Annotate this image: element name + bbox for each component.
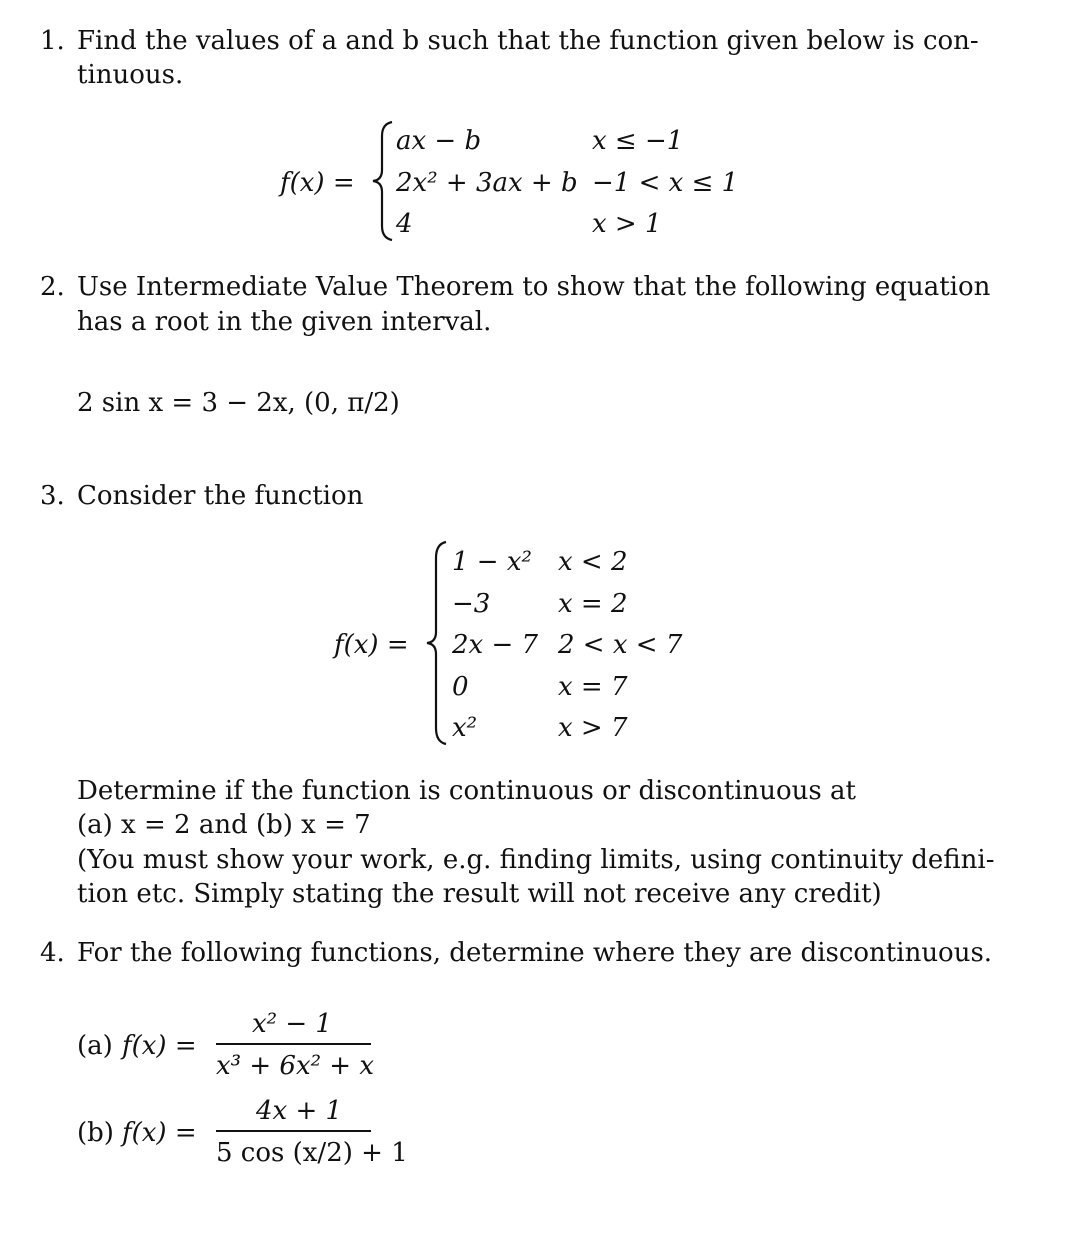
problem-4a-denominator: x³ + 6x² + x — [216, 1051, 375, 1081]
left-brace-icon — [370, 120, 396, 242]
problem-2-number: 2. — [40, 272, 65, 302]
problem-3-case-4-cond: x = 7 — [558, 672, 628, 702]
problem-3-case-2-cond: x = 2 — [558, 589, 628, 619]
problem-4-number: 4. — [40, 938, 65, 968]
problem-3-text-after-3: (You must show your work, e.g. finding limits, using continuity defini- — [77, 845, 995, 875]
problem-4a-fraction-bar — [216, 1043, 371, 1045]
problem-4b-numerator: 4x + 1 — [256, 1096, 343, 1126]
problem-3-case-4-expr: 0 — [452, 672, 469, 702]
problem-4b-fraction-bar — [216, 1130, 371, 1132]
problem-3-case-5-expr: x² — [452, 713, 478, 743]
problem-1-text-line2: tinuous. — [77, 60, 184, 90]
problem-2-text-line1: Use Intermediate Value Theorem to show that the following equation — [77, 272, 991, 302]
problem-4b-lhs: f(x) = — [122, 1118, 197, 1148]
problem-3-case-2-expr: −3 — [452, 589, 491, 619]
problem-3-text-after-4: tion etc. Simply stating the result will not receive any credit) — [77, 879, 882, 909]
problem-1-case-1-expr: ax − b — [396, 126, 482, 156]
left-brace-icon — [424, 540, 450, 746]
problem-3-case-5-cond: x > 7 — [558, 713, 628, 743]
problem-3-case-1-expr: 1 − x² — [452, 547, 532, 577]
problem-3-case-1-cond: x < 2 — [558, 547, 628, 577]
problem-3-text-after-1: Determine if the function is continuous or discontinuous at — [77, 776, 856, 806]
problem-4-text-line1: For the following functions, determine where they are discontinuous. — [77, 938, 993, 968]
problem-4a-lhs: f(x) = — [122, 1031, 197, 1061]
problem-1-text-line1: Find the values of a and b such that the function given below is con- — [77, 26, 979, 56]
problem-4b-label: (b) — [77, 1118, 114, 1148]
problem-3-text-after-2: (a) x = 2 and (b) x = 7 — [77, 810, 371, 840]
problem-3-lhs: f(x) = — [334, 630, 409, 660]
problem-4a-label: (a) — [77, 1031, 113, 1061]
problem-1-case-2-cond: −1 < x ≤ 1 — [592, 168, 739, 198]
problem-2-text-line2: has a root in the given interval. — [77, 307, 492, 337]
problem-4a-numerator: x² − 1 — [252, 1009, 332, 1039]
problem-3-number: 3. — [40, 481, 65, 511]
problem-4b-denominator: 5 cos (x/2) + 1 — [216, 1138, 408, 1168]
problem-1-number: 1. — [40, 26, 65, 56]
problem-1-case-3-cond: x > 1 — [592, 209, 662, 239]
problem-1-case-3-expr: 4 — [396, 209, 413, 239]
problem-1-lhs: f(x) = — [280, 168, 355, 198]
problem-3-case-3-cond: 2 < x < 7 — [558, 630, 683, 660]
problem-1-case-2-expr: 2x² + 3ax + b — [396, 168, 578, 198]
problem-3-case-3-expr: 2x − 7 — [452, 630, 539, 660]
problem-3-text-line1: Consider the function — [77, 481, 364, 511]
problem-1-case-1-cond: x ≤ −1 — [592, 126, 684, 156]
problem-2-equation: 2 sin x = 3 − 2x, (0, π/2) — [77, 388, 400, 418]
